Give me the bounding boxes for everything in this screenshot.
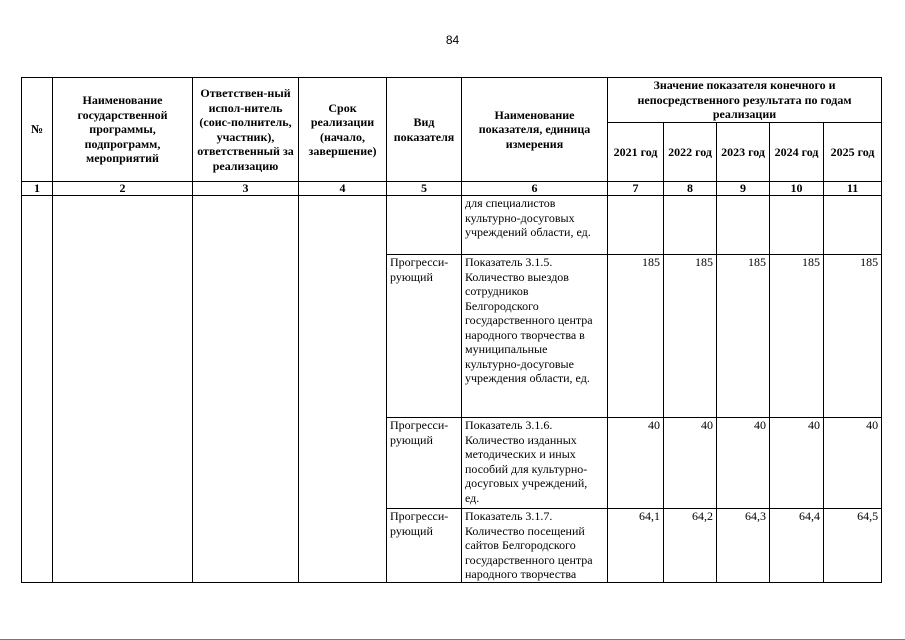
column-numbers-row	[22, 182, 882, 196]
column-number: 7	[608, 182, 664, 196]
cell-value: 40	[608, 418, 664, 509]
cell-value: 64,3	[717, 509, 770, 583]
column-number: 6	[462, 182, 608, 196]
cell-value: 64,1	[608, 509, 664, 583]
header-year: 2025 год	[824, 123, 882, 182]
header-period: Срок реализации (начало, завершение)	[299, 78, 387, 182]
header-year: 2022 год	[664, 123, 717, 182]
cell-value: 40	[717, 418, 770, 509]
column-number: 11	[824, 182, 882, 196]
table-row	[22, 196, 882, 255]
column-number: 10	[770, 182, 824, 196]
header-values-group: Значение показателя конечного и непосредственного результата по годам реализации	[608, 78, 882, 123]
cell-value: 40	[770, 418, 824, 509]
column-number: 5	[387, 182, 462, 196]
column-number: 3	[193, 182, 299, 196]
cell-no	[22, 196, 53, 583]
cell-value: 64,4	[770, 509, 824, 583]
cell-indicator-name: Показатель 3.1.5. Количество выездов сотрудников Белгородского государственного центра народного творчества в муниципальные культурно-досуговые учреждения области, ед.	[462, 255, 608, 418]
cell-indicator-type: Прогресси-рующий	[387, 255, 462, 418]
cell-value: 64,5	[824, 509, 882, 583]
cell-indicator-name: для специалистов культурно-досуговых учреждений области, ед.	[462, 196, 608, 255]
cell-value: 185	[608, 255, 664, 418]
header-no: №	[22, 78, 53, 182]
header-program-name: Наименование государственной программы, подпрограмм, мероприятий	[53, 78, 193, 182]
column-number: 8	[664, 182, 717, 196]
page-number: 84	[445, 33, 460, 47]
cell-indicator-type	[387, 196, 462, 255]
header-row	[22, 78, 882, 123]
header-year: 2024 год	[770, 123, 824, 182]
column-number: 4	[299, 182, 387, 196]
cell-value: 185	[770, 255, 824, 418]
cell-value	[770, 196, 824, 255]
header-indicator-name: Наименование показателя, единица измерения	[462, 78, 608, 182]
column-number: 9	[717, 182, 770, 196]
cell-program-name	[53, 196, 193, 583]
cell-indicator-type: Прогресси-рующий	[387, 418, 462, 509]
column-number: 2	[53, 182, 193, 196]
cell-value: 185	[717, 255, 770, 418]
cell-indicator-type: Прогресси-рующий	[387, 509, 462, 583]
header-responsible: Ответствен-ный испол-нитель (соис-полнитель, участник), ответственный за реализацию	[193, 78, 299, 182]
cell-indicator-name: Показатель 3.1.6. Количество изданных методических и иных пособий для культурно-досуговых учреждений, ед.	[462, 418, 608, 509]
cell-responsible	[193, 196, 299, 583]
cell-value	[824, 196, 882, 255]
header-indicator-type: Вид показателя	[387, 78, 462, 182]
cell-value	[608, 196, 664, 255]
cell-value: 185	[824, 255, 882, 418]
cell-value: 64,2	[664, 509, 717, 583]
cell-value: 40	[664, 418, 717, 509]
cell-value: 185	[664, 255, 717, 418]
cell-value	[664, 196, 717, 255]
indicators-table	[21, 77, 882, 583]
header-year: 2021 год	[608, 123, 664, 182]
column-number: 1	[22, 182, 53, 196]
cell-period	[299, 196, 387, 583]
header-year: 2023 год	[717, 123, 770, 182]
cell-value: 40	[824, 418, 882, 509]
cell-value	[717, 196, 770, 255]
cell-indicator-name: Показатель 3.1.7. Количество посещений сайтов Белгородского государственного центра народного творчества	[462, 509, 608, 583]
